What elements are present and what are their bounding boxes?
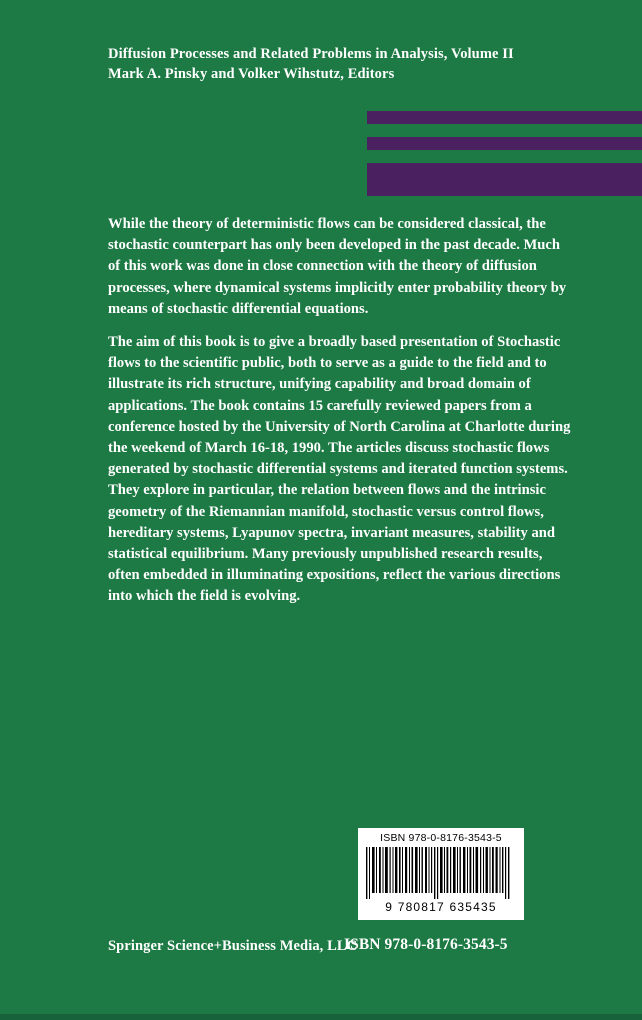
barcode (358, 828, 524, 920)
bottom-edge (0, 1014, 642, 1020)
decorative-bar-2 (367, 137, 642, 150)
blurb-text (108, 214, 571, 620)
decorative-bar-3 (367, 163, 642, 196)
publisher-name: Springer Science+Business Media, LLC (108, 938, 358, 954)
barcode-bars-icon (365, 847, 517, 899)
barcode-isbn-label: ISBN 978-0-8176-3543-5 (380, 832, 502, 844)
blurb-paragraph-1: While the theory of deterministic flows can be considered classical, the stochastic counterpart has only been developed in the past decade. Much of this work was done in close connection with the theory of diffusion processes, where dynamical systems implicitly enter probability theory by means of stochastic differential equations. (108, 216, 567, 317)
barcode-digits: 9 780817 635435 (385, 900, 497, 914)
title-block (108, 44, 608, 84)
blurb-paragraph-2: The aim of this book is to give a broadly based presentation of Stochastic flows to the scientific public, both to serve as a guide to the field and to illustrate its rich structure, unifying capability and broad domain of applications. The book contains 15 carefully reviewed papers from a conference hosted by the University of North Carolina at Charlotte during the weekend of March 16-18, 1990. The articles discuss stochastic flows generated by stochastic differential systems and iterated function systems. They explore in particular, the relation between flows and the intrinsic geometry of the Riemannian manifold, stochastic versus control flows, hereditary systems, Lyapunov spectra, invariant measures, stability and statistical equilibrium. Many previously unpublished research results, often embedded in illuminating expositions, reflect the various directions into which the field is evolving. (108, 334, 571, 605)
decorative-bar-1 (367, 111, 642, 124)
book-title: Diffusion Processes and Related Problems in Analysis, Volume II (108, 46, 514, 62)
book-editors: Mark A. Pinsky and Volker Wihstutz, Editors (108, 66, 395, 82)
decorative-bars (367, 111, 642, 196)
footer-isbn: ISBN 978-0-8176-3543-5 (344, 936, 508, 953)
